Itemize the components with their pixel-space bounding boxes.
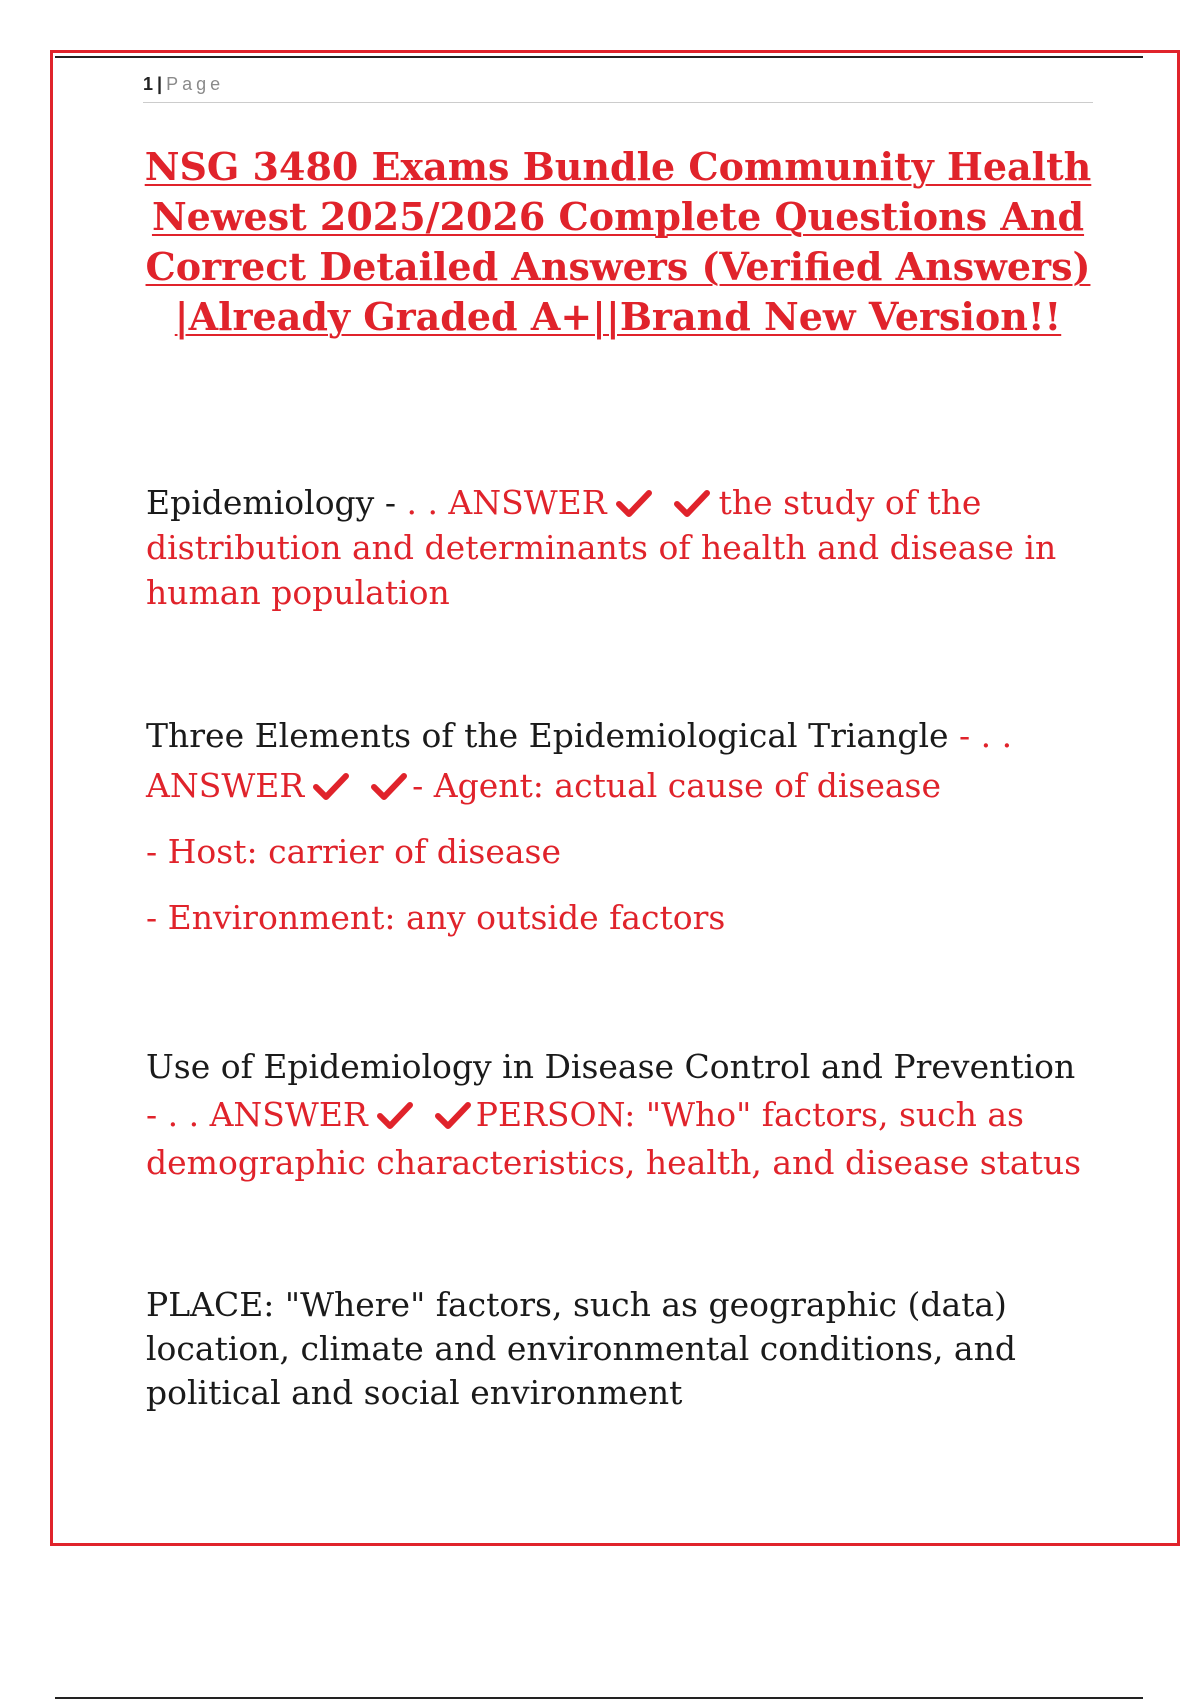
qa-entry-1: Epidemiology - . . ANSWER the study of the distribution and determinants of health and disease in human population — [146, 483, 1057, 612]
qa-entry-3 — [146, 1043, 1096, 1187]
page-label: Page — [166, 74, 225, 94]
checkmark-icon — [376, 1100, 414, 1130]
answer-list-item: - Host: carrier of disease — [146, 832, 561, 871]
question-text: Use of Epidemiology in Disease Control and Prevention — [146, 1047, 1076, 1086]
document-body — [146, 480, 1096, 1415]
checkmark-icon — [370, 771, 408, 801]
checkmark-icon — [434, 1100, 472, 1130]
question-text: Three Elements of the Epidemiological Triangle — [146, 716, 949, 755]
document-title: NSG 3480 Exams Bundle Community Health Newest 2025/2026 Complete Questions And Correct Detailed Answers (Verified Answers) |Already Graded A+||Brand New Version!! — [144, 144, 1092, 339]
answer-text: PERSON: "Who" factors, such as demographic characteristics, health, and disease status — [146, 1095, 1082, 1182]
bottom-rule — [55, 1697, 1143, 1699]
checkmark-icon — [615, 488, 653, 518]
page-separator: | — [157, 74, 163, 94]
answer-list-item: - Environment: any outside factors — [146, 898, 726, 937]
answer-text: - Agent: actual cause of disease — [412, 766, 942, 805]
answer-marker: - . . ANSWER — [146, 716, 1013, 805]
question-text: Epidemiology — [146, 483, 375, 522]
answer-marker: . . ANSWER — [395, 483, 607, 522]
checkmark-icon — [673, 488, 711, 518]
answer-text: the study of the distribution and determinants of health and disease in human population — [146, 483, 1057, 612]
place-paragraph: PLACE: "Where" factors, such as geographic (data) location, climate and environmental conditions, and political and social environment — [146, 1285, 1016, 1412]
checkmark-icon — [312, 771, 350, 801]
page-header — [143, 74, 1093, 103]
answer-marker: - . . ANSWER — [146, 1095, 368, 1134]
qa-entry-2 — [146, 711, 1096, 943]
page-number: 1 — [143, 74, 154, 94]
